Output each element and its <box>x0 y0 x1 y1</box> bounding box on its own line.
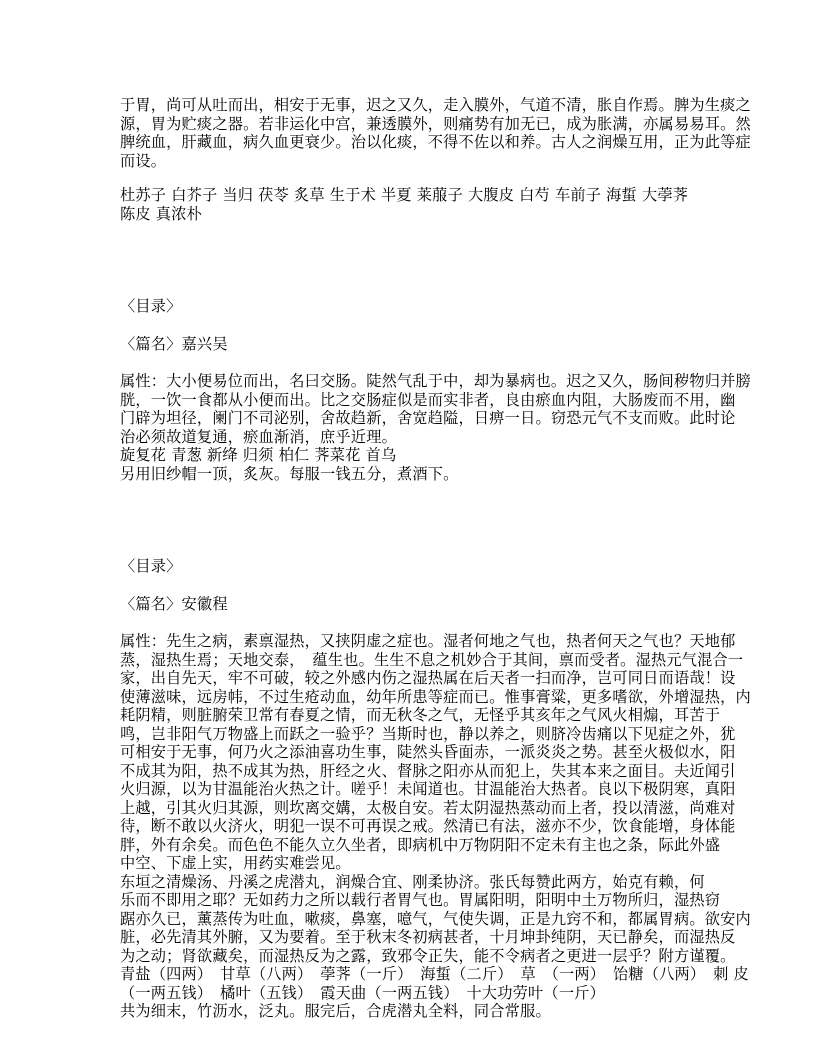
text-line: 门辟为坦径，阑门不司泌别，舍故趋新，舍宽趋隘，日痹一日。窃恐元气不支而败。此时论 <box>120 409 736 427</box>
text-line: 鸣，岂非阳气万物盛上而跃之一验乎？当斯时也，静以养之，则脐冷齿痛以下见症之外，犹 <box>120 724 736 743</box>
text-line: 不成其为阳，热不成其为热，肝经之火、督脉之阳亦从而犯上，失其本来之面目。夫近闻引 <box>120 761 736 780</box>
section-title: 〈篇名〉嘉兴吴 <box>120 334 228 353</box>
text-line: 属性：先生之病，素禀湿热，又挟阴虚之症也。湿者何地之气也，热者何天之气也？天地郁 <box>120 632 736 650</box>
section-jiaxing-wu <box>120 297 751 483</box>
herb-line: 旋复花 青葱 新绛 归须 柏仁 荠菜花 首乌 <box>120 446 397 464</box>
instruction-line: 共为细末，竹沥水，泛丸。服完后，合虎潜丸全料，同合常服。 <box>120 1002 551 1020</box>
section-title: 〈篇名〉安徽程 <box>120 594 228 613</box>
herb-line: （一两五钱） 橘叶（五钱） 霞天曲（一两五钱） 十大功劳叶（一斤） <box>120 983 605 1002</box>
herb-list <box>120 965 749 1002</box>
toc-label: 〈目录〉 <box>120 297 182 315</box>
document-page <box>120 96 751 1021</box>
body-paragraph <box>120 632 751 873</box>
text-line: 脾统血，肝藏血，病久血更衰少。治以化痰，不得不佐以和养。古人之润燥互用，正为此等症 <box>120 133 751 151</box>
herb-line: 杜苏子 白芥子 当归 茯苓 炙草 生于术 半夏 莱菔子 大腹皮 白芍 车前子 海蜇 大荸荠 <box>120 186 689 204</box>
text-line: 乐而不即用之耶？无如药力之所以载行者胃气也。胃属阳明，阳明中土万物所归，湿热窃 <box>120 891 721 909</box>
herb-list <box>120 186 700 223</box>
body-paragraph-2 <box>120 872 751 966</box>
herb-line: 青盐（四两） 甘草（八两） 荸荠（一斤） 海蜇（二斤） 草 （一两） 饴糖（八两） 刺 皮 <box>120 965 749 983</box>
text-line: 上越，引其火归其源，则坎离交媾，太极自安。若太阴湿热蒸动而上者，投以清滋，尚难对 <box>120 798 736 817</box>
text-line: 源，胃为贮痰之器。若非运化中宫，兼透膜外，则痛势有加无已，成为胀满，亦属易易耳。然 <box>120 114 751 133</box>
text-line: 火归源，以为甘温能治火热之计。嗟乎！未闻道也。甘温能治大热者。良以下极阴寒，真阳 <box>120 780 736 798</box>
text-line: 脏，必先清其外腑，又为要着。至于秋末冬初病甚者，十月坤卦纯阴，天已静矣，而湿热反 <box>120 928 736 946</box>
text-line: 踞亦久已，薰蒸传为吐血，嗽痰，鼻塞，噫气，气使失调，正是九窍不和，都属胃病。欲安内 <box>120 909 751 928</box>
text-line: 于胃，尚可从吐而出，相安于无事，迟之又久，走入膜外，气道不清，胀自作焉。脾为生痰之 <box>120 96 751 114</box>
text-line: 东垣之清燥汤、丹溪之虎潜丸，润燥合宜、刚柔协济。张氏每赞此两方，始克有赖，何 <box>120 872 705 891</box>
text-line: 而设。 <box>120 151 167 170</box>
instruction-line: 另用旧纱帽一顶，炙灰。每服一钱五分，煮酒下。 <box>120 464 459 483</box>
text-line: 为之动；肾欲藏矣，而湿热反为之露，致邪令正失，能不令病者之更进一层乎？附方谨覆。 <box>120 946 736 965</box>
text-line: 中空、下虚上实，用药实难尝见。 <box>120 854 351 872</box>
herb-line: 陈皮 真浓朴 <box>120 204 202 223</box>
body-paragraph <box>120 372 751 446</box>
text-line: 耗阴精，则脏腑荣卫常有春夏之情，而无秋冬之气，无怪乎其亥年之气风火相煽，耳苦于 <box>120 706 721 724</box>
text-line: 可相安于无事，何乃火之添油喜功生事，陡然头昏面赤，一派炎炎之势。甚至火极似水，阳 <box>120 743 736 761</box>
text-line: 使薄滋味，远房帏，不过生疮动血，幼年所患等症而已。惟事膏粱，更多嗜欲，外增湿热，内 <box>120 687 751 706</box>
text-line: 胱，一饮一食都从小便而出。比之交肠症似是而实非者，良由瘀血内阻，大肠废而不用，幽 <box>120 390 736 409</box>
section-anhui-cheng <box>120 557 751 1021</box>
section-continuation <box>120 96 751 223</box>
text-line: 属性：大小便易位而出，名曰交肠。陡然气乱于中，却为暴病也。迟之又久，肠间秽物归并膀 <box>120 372 751 390</box>
toc-label: 〈目录〉 <box>120 557 182 575</box>
text-line: 治必须故道复通，瘀血渐消，庶乎近理。 <box>120 427 397 446</box>
text-line: 蒸，湿热生焉；天地交泰， 蕴生也。生生不息之机妙合于其间，禀而受者。湿热元气混合一 <box>120 650 744 669</box>
text-line: 胖，外有余矣。而色色不能久立久坐者，即病机中万物阴阳不定未有主也之条，际此外盛 <box>120 835 721 854</box>
text-line: 家，出自先天，牢不可破，较之外感内伤之湿热属在后天者一扫而净，岂可同日而语哉！设 <box>120 669 736 687</box>
text-line: 待，断不敢以火济火，明犯一误不可再误之戒。然清已有法，滋亦不少，饮食能增，身体能 <box>120 817 736 835</box>
